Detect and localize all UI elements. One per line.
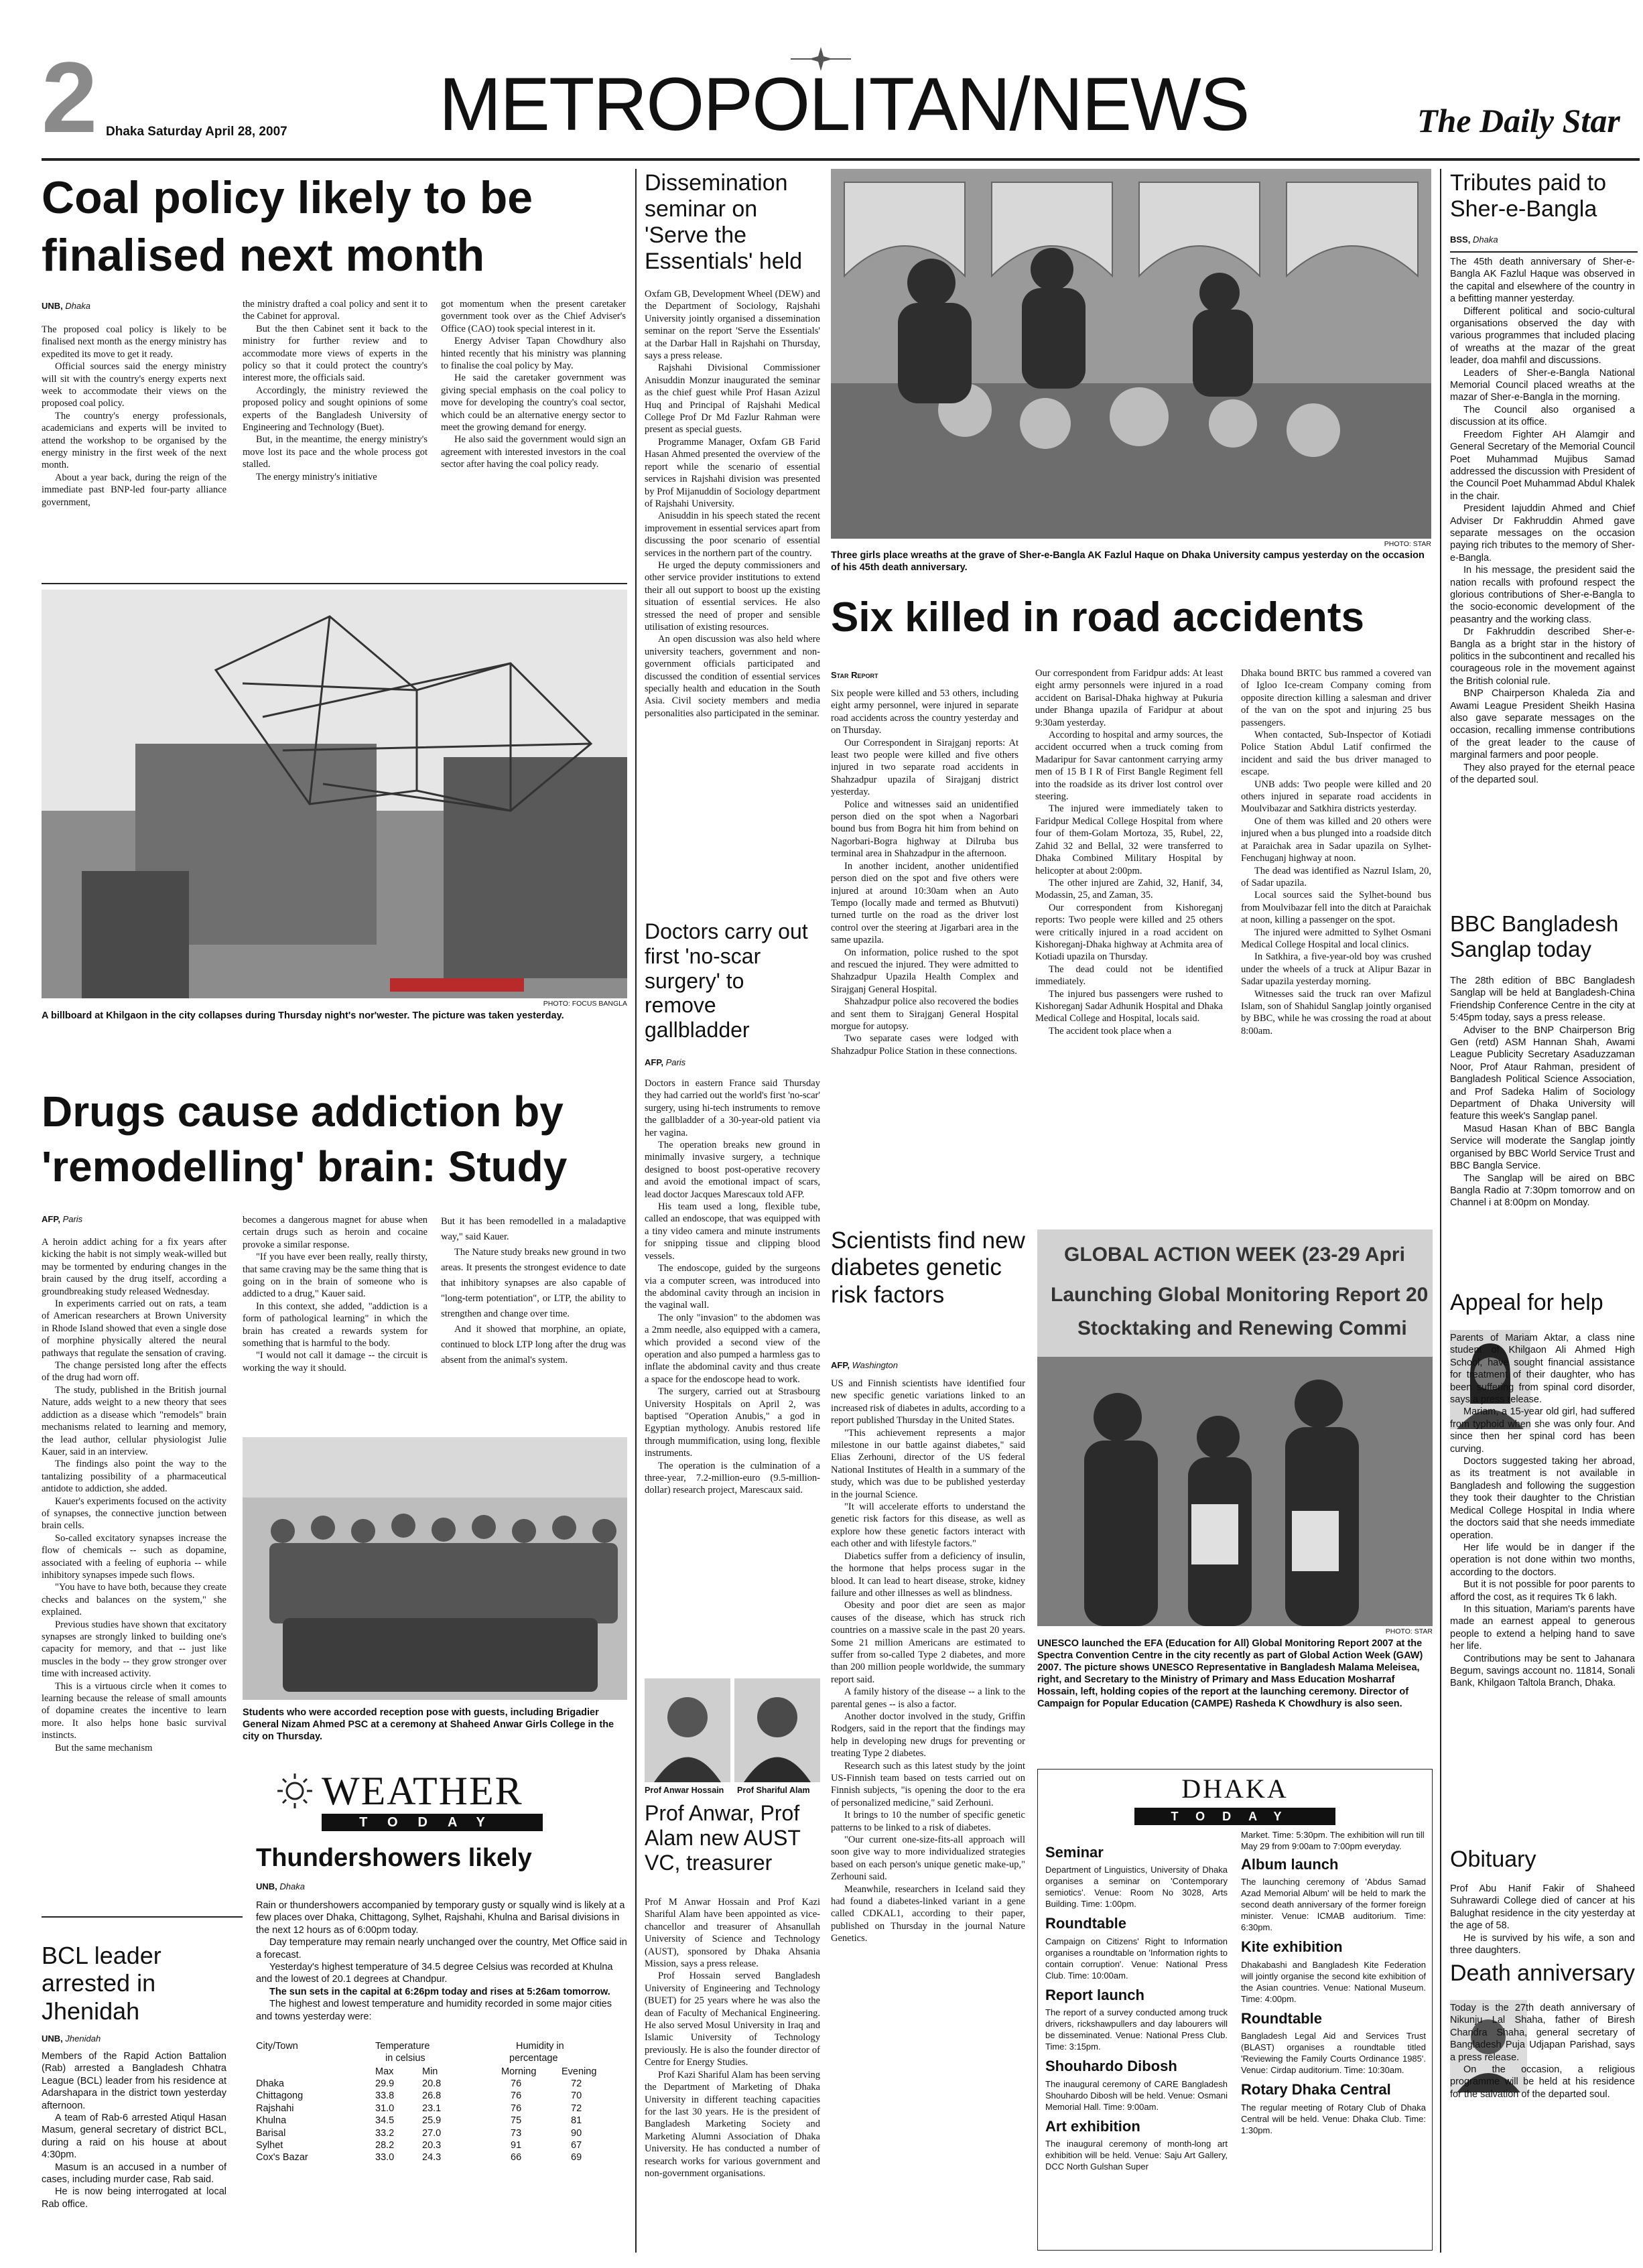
byline-place: Washington (852, 1360, 898, 1370)
obituary-headline: Obituary (1450, 1847, 1536, 1872)
paper-name-logo: The Daily Star (1417, 102, 1620, 139)
accidents-col3: Dhaka bound BRTC bus rammed a covered van of Igloo Ice-cream Company coming from opposite direction killing a salesman and driver of the van on the spot and injuring 25 bus passengers. When contacted, Sub-Inspector of Kotiadi Police Station Abdul Latif confirmed the incident and said the bus driver managed to escape. UNB adds: Two people were killed and 20 others injured in separate road accidents in Moulvibazar and Satkhira districts yesterday. One of them was killed and 20 others were injured when a bus plunged into a roadside ditch at Paraichak area in Sadar upazila on Sylhet-Fenchuganj highway at noon. The dead was identified as Nazrul Islam, 20, of Sadar upazila. Local sources said the Sylhet-bound bus from Moulvibazar fell into the ditch at Paraichak at noon, killing a passenger on the spot. The injured were admitted to Sylhet Osmani Medical College Hospital and local clinics. In Satkhira, a five-year-old boy was crushed under the wheels of a truck at Alipur Bazar in Sadar upazila yesterday morning. Witnesses said the truck ran over Mafizul Islam, son of Shahidul Sanglap jointly organised by BBC, while he was crossing the road at about 8:00am. (1241, 668, 1431, 1037)
weather-logo-word: WEATHER (322, 1769, 523, 1813)
evening-cell: 69 (571, 2152, 582, 2163)
listing-title: Seminar (1045, 1844, 1104, 1861)
students-caption: Students who were accorded reception pose with guests, including Brigadier General Nizam Ahmed PSC at a ceremony at Shaheed Anwar Girls College in the city on Thursday. (243, 1707, 614, 1742)
byline-place: Dhaka (279, 1881, 305, 1891)
page-number: 2 (42, 41, 98, 153)
section-title: METROPOLITAN/NEWS (439, 62, 1249, 146)
banner-line-2: Launching Global Monitoring Report 20 (1051, 1284, 1429, 1306)
col-temp-sub: in celsius (385, 2053, 425, 2064)
byline-agency: UNB, (42, 2033, 63, 2044)
listing-text: The report of a survey conducted among truck drivers, rickshawpullers and day labourers will be disseminated. Venue: National Press Club. Time: 3:15pm. (1045, 2007, 1228, 2052)
morning-cell: 75 (511, 2115, 522, 2127)
weather-table-row (256, 2090, 611, 2102)
listing-title: Report launch (1045, 1986, 1144, 2003)
banner-line-3: Stocktaking and Renewing Commi (1077, 1317, 1407, 1339)
portrait-shariful-alam (734, 1678, 820, 1782)
min-cell: 24.3 (422, 2152, 442, 2163)
evening-cell: 72 (571, 2103, 582, 2114)
masthead (0, 0, 1643, 161)
max-cell: 28.2 (375, 2139, 395, 2151)
byline-agency: UNB, (42, 301, 63, 311)
sunset-note: The sun sets in the capital at 6:26pm today and rises at 5:26am tomorrow. (269, 1986, 610, 1997)
aust-body: Prof M Anwar Hossain and Prof Kazi Shariful Alam have been appointed as vice-chancellor and treasurer of Ahsanullah University of Science and Technology (AUST), sponsored by Dhaka Ahsania Mission, says a press release. Prof Hossain served Bangladesh University of Engineering and Technology (BUET) for 25 years where he was also the dean of Faculty of Mechanical Engineering. He also served Mosul University in Iraq and Islamic University of Technology previously. He is also the founder director of Centre for Energy Studies. Prof Kazi Shariful Alam has been serving the Department of Marketing of Dhaka University in different teaching capacities for the last 30 years. He is the president of Bangladesh Marketing Society and Marketing Alumni Association of Dhaka University. He has conducted a number of research works for various government and non-government organisations. (645, 1897, 820, 2179)
col-hum-sub: percentage (509, 2053, 558, 2064)
city-cell: Cox's Bazar (256, 2152, 308, 2163)
min-cell: 20.3 (422, 2139, 442, 2151)
drugs-col2: becomes a dangerous magnet for abuse when certain drugs such as heroin and cocaine provoke a similar response. "If you have ever been really, really thirsty, that same craving may be the same thing that is going on in the brain of someone who is addicted to a drug," Kauer said. In this context, she added, "addiction is a form of pathological learning" in which the brain has created a rewards system for something that is harmful to the body. "I would not call it damage -- the circuit is working the way it should. (243, 1215, 428, 1374)
accidents-col2: Our correspondent from Faridpur adds: At least eight army personnels were injured in a road accident on Barisal-Dhaka highway at Pukuria under Bhanga upazila of Faridpur at about 9:30am yesterday. According to hospital and army sources, the accident occurred when a truck coming from Madaripur for Savar cantonment carrying army men of 15 B I R of First Bangle Regiment fell into the roadside as its driver lost control over steering. The injured were immediately taken to Faridpur Medical College Hospital from where four of them-Golam Mortoza, 35, Rubel, 22, Zahid 32 and Bellal, 32 were transferred to Dhaka Combined Military Hospital by helicopter at about 2:00pm. The other injured are Zahid, 32, Hanif, 34, Modassin, 25, and Zaman, 35. Our correspondent from Kishoreganj reports: Two people were killed and 25 others were critically injured in a road accident on Kishoreganj-Dhaka highway at Achmita area of Kotiadi upazila on Thursday. The dead could not be identified immediately. The injured bus passengers were rushed to Kishoreganj Sadar Adhunik Hospital and Dhaka Medical College and Hospital, locals said. The accident took place when a (1035, 668, 1223, 1037)
weather-table-row (256, 2078, 611, 2090)
coal-headline: Coal policy likely to be finalised next month (42, 172, 533, 281)
accidents-col1: Six people were killed and 53 others, including eight army personnel, were injured in separate road accidents across the country yesterday and on Thursday. Our Correspondent in Sirajganj reports: At least two people were killed and five others injured in two separate road accidents in Shahzadpur upazila of Sirajganj district yesterday. Police and witnesses said an unidentified person died on the spot when a Nagorbari bound bus from Bogra hit him from behind on Nagorbari-Bogra highway at Dilruba bus terminal area in Shahzadpur in the afternoon. In another incident, another unidentified person died on the spot and five others were injured at around 10:30am when an Auto Tempo (locally made and termed as Bhutvuti) turned turtle on the road as the driver lost control over the steering at Jigarbari area in the same upazila. On information, police rushed to the spot and rescued the injured. They were admitted to Shahzadpur Upazila Health Complex and Sirajganj General Hospital. Shahzadpur police also recovered the bodies and sent them to Sirajganj General Hospital morgue for autopsy. Two separate cases were lodged with Shahzadpur Police Station in these connections. (831, 688, 1018, 1057)
drugs-headline: Drugs cause addiction by 'remodelling' brain: Study (42, 1087, 568, 1191)
evening-cell: 72 (571, 2078, 582, 2089)
aust-headline: Prof Anwar, Prof Alam new AUST VC, treasurer (645, 1801, 801, 1875)
listing-title: Rotary Dhaka Central (1241, 2081, 1391, 2098)
diabetes-headline: Scientists find new diabetes genetic risk factors (831, 1227, 1025, 1308)
city-cell: Barisal (256, 2127, 286, 2139)
evening-cell: 90 (571, 2127, 582, 2139)
max-cell: 29.9 (375, 2078, 395, 2089)
coal-byline (42, 301, 90, 311)
tributes-byline (1450, 235, 1498, 245)
tributes-headline: Tributes paid to Sher-e-Bangla (1450, 170, 1607, 222)
drugs-col3: But it has been remodelled in a maladaptive way," said Kauer. The Nature study breaks new ground in two areas. It presents the strongest evidence to date that inhibitory synapses are also capable of "long-term potentiation", or LTP, the ability to strengthen and change over time. And it showed that morphine, an opiate, continued to block LTP long after the drug was absent from the animal's system. (441, 1216, 626, 1365)
byline-place: Dhaka (65, 301, 90, 311)
listing-title: Roundtable (1045, 1915, 1126, 1932)
byline-place: Dhaka (1472, 235, 1498, 245)
weather-table-row (256, 2115, 611, 2127)
byline-agency: UNB, (256, 1881, 277, 1891)
masthead-rule (42, 158, 1640, 161)
min-cell: 23.1 (422, 2103, 442, 2114)
death-anniv-lead: Today is the 27th death anniversary of Nikunju Lal Shaha, father of Biresh Chandra Shaha, general secretary of Bangladesh Puja Udjapan Parishad, says a press release. (1450, 2003, 1635, 2063)
city-cell: Chittagong (256, 2090, 304, 2102)
portrait-caption-left: Prof Anwar Hossain (645, 1786, 724, 1795)
city-cell: Sylhet (256, 2139, 283, 2151)
dhaka-logo-word: DHAKA (1181, 1774, 1289, 1804)
min-cell: 20.8 (422, 2078, 442, 2089)
unesco-photo (1037, 1229, 1433, 1626)
column-rule (635, 169, 637, 2253)
byline-agency: AFP, (645, 1057, 663, 1067)
min-cell: 27.0 (422, 2127, 442, 2139)
dateline: Dhaka Saturday April 28, 2007 (106, 125, 287, 139)
dhaka-col2-lead: Market. Time: 5:30pm. The exhibition will run till May 29 from 9:00am to 7:00pm everyday. (1241, 1830, 1425, 1851)
byline-agency: Star Report (831, 670, 878, 680)
evening-cell: 81 (571, 2115, 582, 2127)
weather-byline (256, 1881, 305, 1891)
billboard-photo (42, 590, 627, 998)
diabetes-body: US and Finnish scientists have identified four new specific genetic variations linked to an increased risk of diabetes in adults, according to a report published Thursday in the United States. "This achievement represents a major milestone in our battle against diabetes," said Elias Zerhouni, director of the US federal National Institutes of Health in a summary of the study, which was due to be published yesterday in the journal Science. "It will accelerate efforts to understand the genetic risk factors for this disease, as well as explore how these genetic factors interact with each other and with lifestyle factors." Diabetics suffer from a deficiency of insulin, the hormone that helps process sugar in the blood. It can lead to heart disease, stroke, kidney failure and other illnesses as well as blindness. Obesity and poor diet are seen as major causes of the disease, which has struck rich countries on a massive scale in the past 20 years. Some 21 million Americans are estimated to suffer from so-called Type 2 diabetes, and more than 200 million people worldwide, the summary report said. A family history of the disease -- a link to the parental genes -- is also a factor. Another doctor involved in the study, Griffin Rodgers, said in the report that the findings may help in developing new drugs for preventing or treating Type 2 diabetes. Research such as this latest study by the joint US-Finnish team based on tests carried out on Finnish subjects, "is opening the door to the era of personalized medicine," said Zerhouni. It brings to 10 the number of specific genetic patterns to be linked to a risk of diabetes. "Our current one-size-fits-all approach will soon give way to more individualized strategies based on each person's unique genetic make-up," Zerhouni said. Meanwhile, researchers in Iceland said they had found a diabetes-linked variant in a gene called CDKAL1, according to their paper, published on Thursday in the journal Nature Genetics. (831, 1378, 1025, 1944)
diabetes-byline (831, 1360, 898, 1370)
listing-title: Shouhardo Dibosh (1045, 2058, 1177, 2075)
max-cell: 33.8 (375, 2090, 395, 2102)
listing-title: Kite exhibition (1241, 1938, 1343, 1956)
morning-cell: 76 (511, 2078, 522, 2089)
bcl-byline (42, 2033, 101, 2044)
coal-col3: got momentum when the present caretaker government took over as the Chief Adviser's Office (CAO) took special interest in it. Energy Adviser Tapan Chowdhury also hinted recently that his ministry was planning to finalise the coal policy by May. He said the caretaker government was giving special emphasis on the coal policy to move for developing the country's coal sector, which could be an alternative energy sector to meet the growing demand for energy. He also said the government would sign an agreement with interested investors in the coal sector after having the coal policy ready. (441, 299, 626, 470)
tributes-rule (1450, 251, 1638, 253)
byline-agency: AFP, (831, 1360, 850, 1370)
weather-logo-sub: TODAY (322, 1814, 543, 1831)
dhaka-logo-sub: TODAY (1134, 1808, 1335, 1825)
surgery-headline: Doctors carry out first 'no-scar surgery' to remove gallbladder (645, 919, 808, 1043)
evening-cell: 70 (571, 2090, 582, 2102)
byline-place: Paris (62, 1214, 83, 1224)
city-cell: Khulna (256, 2115, 287, 2127)
bbc-headline: BBC Bangladesh Sanglap today (1450, 911, 1619, 961)
death-anniv-headline: Death anniversary (1450, 1960, 1635, 1986)
appeal-headline: Appeal for help (1450, 1290, 1603, 1315)
listing-text: The inaugural ceremony of month-long art exhibition will be held. Venue: Saju Art Gallery, DCC North Gulshan Super (1045, 2138, 1228, 2172)
listing-title: Roundtable (1241, 2009, 1322, 2027)
listing-text: The inaugural ceremony of CARE Bangladesh Shouhardo Dibosh will be held. Venue: Osmani Memorial Hall. Time: 9:00am. (1045, 2078, 1228, 2112)
weather-body: Rain or thundershowers accompanied by temporary gusty or squally wind is likely at a few places over Dhaka, Chittagong, Sylhet, Rajshahi, Khulna and Barisal divisions in the next 12 hours as of 6:00pm today. Day temperature may remain nearly unchanged over the country, Met Office said in a forecast. Yesterday's highest temperature of 34.5 degree Celsius was recorded at Khulna and the lowest of 20.1 degrees at Chandpur. The sun sets in the capital at 6:26pm today and rises at 5:26am tomorrow. The highest and lowest temperature and humidity recorded in some major cities and towns yesterday were: (256, 1900, 627, 2022)
city-cell: Rajshahi (256, 2103, 294, 2114)
max-cell: 34.5 (375, 2115, 395, 2127)
wreath-credit: PHOTO: STAR (1384, 540, 1431, 548)
column-rule (1440, 169, 1441, 2253)
listing-text: The regular meeting of Rotary Club of Dhaka Central will be held. Venue: Dhaka Club. Time: 1:30pm. (1241, 2102, 1426, 2135)
dhaka-today-logo (1037, 1776, 1433, 1829)
bcl-headline: BCL leader arrested in Jhenidah (42, 1942, 161, 2025)
bcl-body: Members of the Rapid Action Battalion (Rab) arrested a Bangladesh Chhatra League (BCL) leader from his residence at Adarshapara in the district town yesterday afternoon. A team of Rab-6 arrested Atiqul Hasan Masum, general secretary of district BCL, during a raid on his house at about 4:30pm. Masum is an accused in a number of cases, including murder case, Rab said. He is now being interrogated at local Rab office. (42, 2051, 226, 2210)
obituary-body: Prof Abu Hanif Fakir of Shaheed Suhrawardi College died of cancer at his Balughat residence in the city yesterday at the age of 58. He is survived by his wife, a son and three daughters. (1450, 1883, 1635, 1956)
listing-title: Art exhibition (1045, 2117, 1140, 2135)
listing-text: Campaign on Citizens' Right to Information organises a roundtable on 'Information rights to contain corruption'. Venue: National Press Club. Time: 10:00am. (1045, 1936, 1228, 1981)
wreath-photo (831, 169, 1431, 539)
surgery-byline (645, 1057, 685, 1067)
listing-title: Album launch (1241, 1856, 1339, 1873)
drugs-byline (42, 1214, 82, 1224)
portrait-caption-right: Prof Shariful Alam (737, 1786, 810, 1795)
morning-cell: 66 (511, 2152, 522, 2163)
wreath-caption: Three girls place wreaths at the grave of Sher-e-Bangla AK Fazlul Haque on Dhaka University campus yesterday on the occasion of his 45th death anniversary. (831, 550, 1425, 573)
section-rule (42, 583, 627, 584)
weather-table-row (256, 2103, 611, 2115)
banner-line-1: GLOBAL ACTION WEEK (23-29 Apri (1064, 1244, 1405, 1266)
max-cell: 31.0 (375, 2103, 395, 2114)
min-cell: 25.9 (422, 2115, 442, 2127)
weather-table (256, 2040, 611, 2164)
coal-col1: The proposed coal policy is likely to be finalised next month as the energy ministry has expedited its move to get it ready. Official sources said the energy ministry will sit with the country's energy experts next week to accommodate their views on the proposed coal policy. The country's energy professionals, academicians and experts will be invited to attend the workshop to be organised by the energy ministry in the first week of the next month. About a year back, during the reign of the immediate past BNP-led four-party alliance government, (42, 324, 226, 508)
listing-text: Dhakabashi and Bangladesh Kite Federation will jointly organise the second kite exhibition of the Asian countries. Venue: National Museum. Time: 4:00pm. (1241, 1959, 1426, 2004)
weather-table-row (256, 2127, 611, 2139)
byline-place: Paris (665, 1057, 686, 1067)
col-morning: Morning (501, 2066, 537, 2077)
drugs-col1: A heroin addict aching for a fix years after kicking the habit is not simply weak-willed but may be tormented by enduring changes in the brain caused by the drug itself, according a groundbreaking study released Wednesday. In experiments carried out on rats, a team of American researchers at Brown University in Rhode Island showed that even a single dose of morphine physically altered the neural pathways that regulate the sensation of craving. The change persisted long after the effects of the drug had worn off. The study, published in the British journal Nature, adds weight to a new theory that sees addiction as a disease which "remodels" brain mechanisms related to learning and memory, the lead author, cellular physiologist Julie Kauer, said in an interview. The findings also point the way to the tantalizing possibility of a pharmaceutical antidote to addiction, she added. Kauer's experiments focused on the activity of synapses, the connective junction between brain cells. So-called excitatory synapses increase the flow of chemicals -- such as dopamine, associated with a feeling of euphoria -- while inhibitory synapses impede such flows. "You have to have both, because they create checks and balances on the system," she explained. Previous studies have shown that excitatory synapses are strongly linked to building one's capacity for memory, and that -- just like muscles in the body -- they grow stronger over time with increased activity. This is a virtuous circle when it comes to learning because the release of small amounts of dopamine creates the incentive to learn more. It also helps hone basic survival instincts. But the same mechanism (42, 1237, 226, 1753)
weather-table-row (256, 2151, 611, 2163)
accidents-headline: Six killed in road accidents (831, 594, 1364, 641)
morning-cell: 76 (511, 2090, 522, 2102)
dhaka-today-col1 (1045, 1841, 1228, 2178)
listing-text: The launching ceremony of 'Abdus Samad Azad Memorial Album' will be held to mark the second death anniversary of the former foreign minister. Venue: ICMAB auditorium. Time: 6:30pm. (1241, 1877, 1426, 1933)
dhaka-today-col2 (1241, 1829, 1426, 2141)
appeal-body: Parents of Mariam Aktar, a class nine student of Khilgaon Ali Ahmed High School, have sought financial assistance for treatment of their daughter, who has been suffering from spinal cord disorder, says a press release. Mariam, a 15-year old girl, had suffered from typhoid when she was only four. And since then her spinal cord has been curving. Doctors suggested taking her abroad, as its treatment is not available in Bangladesh and following the suggestion they took their daughter to the Christian Medical College Hospital in India where the doctors said that she needs immediate operation. Her life would be in danger if the operation is not done within two months, according to the doctors. But it is not possible for poor parents to afford the cost, as it requires Tk 6 lakh. In this situation, Mariam's parents have made an earnest appeal to generous people to extend a helping hand to save her life. Contributions may be sent to Jahanara Begum, savings account no. 11814, Sonali Bank, Khilgaon Taltola Branch, Dhaka. (1450, 1333, 1635, 1689)
weather-table-row (256, 2139, 611, 2151)
billboard-caption: A billboard at Khilgaon in the city collapses during Thursday night's nor'wester. The picture was taken yesterday. (42, 1010, 564, 1021)
evening-cell: 67 (571, 2139, 582, 2151)
morning-cell: 73 (511, 2127, 522, 2139)
section-rule (42, 1916, 243, 1918)
col-evening: Evening (562, 2066, 597, 2077)
min-cell: 26.8 (422, 2090, 442, 2102)
listing-text: Bangladesh Legal Aid and Services Trust (BLAST) organises a roundtable titled 'Reviewing the Family Courts Ordinance 1985'. Venue: Cirdap auditorium. Time: 10:30am. (1241, 2031, 1426, 2076)
unesco-caption: UNESCO launched the EFA (Education for All) Global Monitoring Report 2007 at the Spectra Convention Centre in the city recently as part of Global Action Week (GAW) 2007. The picture shows UNESCO Representative in Bangladesh Malama Meleisea, right, and Secretary to the Ministry of Primary and Mass Education Mosharraf Hossain, left, holding copies of the report at the launching ceremony. Director of Campaign for Popular Education (CAMPE) Rasheda K Chowdhury is also seen. (1037, 1638, 1423, 1709)
portrait-anwar-hossain (645, 1678, 730, 1782)
accidents-byline (831, 670, 878, 680)
weather-headline: Thundershowers likely (256, 1844, 532, 1872)
death-anniv-body: Today is the 27th death anniversary of Nikunju Lal Shaha, father of Biresh Chandra Shaha, general secretary of Bangladesh Puja Udjapan Parishad, says a press release. On the occasion, a religious programme will be held at his residence for the salvation of the departed soul. (1450, 2003, 1635, 2100)
unesco-credit: PHOTO: STAR (1385, 1627, 1433, 1636)
seminar-body: Oxfam GB, Development Wheel (DEW) and the Department of Sociology, Rajshahi University jointly organised a dissemination seminar on the report 'Serve the Essentials' at the Darbar Hall in Rajshahi on Thursday, says a press release. Rajshahi Divisional Commissioner Anisuddin Monzur inaugurated the seminar as the chief guest while Prof Hasan Azizul Huq and Principal of Rajshahi Medical College Prof Dr Md Fazlur Rahman were present as special guests. Programme Manager, Oxfam GB Farid Hasan Ahmed presented the overview of the report while the scenario of essential services in Rajshahi division was presented by Prof Mijanuddin of Sociology department of Rajshahi University. Anisuddin in his speech stated the recent improvement in essential services apart from discussing the poor scenario of essential services in the northern part of the country. He urged the deputy commissioners and other service provider institutions to extend their all out support to boost up the existing situation of essential services. He also stressed the need of proper and sensible utilisation of existing resources. An open discussion was also held where university teachers, government and non-government officials participated and discussed the condition of essential services specially health and education in the South Asia. Civil society members and media personalities also participated in the seminar. (645, 289, 820, 719)
col-min: Min (422, 2066, 438, 2077)
max-cell: 33.0 (375, 2152, 395, 2163)
coal-col2: the ministry drafted a coal policy and sent it to the Cabinet for approval. But the then Cabinet sent it back to the ministry for further review and to accommodate more views of experts in the policy so that it could protect the country's interest more, the officials said. Accordingly, the ministry reviewed the proposed policy and sought opinions of some experts of the Bangladesh University of Engineering and Technology (Buet). But, in the meantime, the energy ministry's move lost its pace and the whole process got stalled. The energy ministry's initiative (243, 299, 428, 482)
surgery-body: Doctors in eastern France said Thursday they had carried out the world's first 'no-scar' surgery, using hi-tech instruments to remove the gallbladder of a 30-year-old patient via her vagina. The operation breaks new ground in minimally invasive surgery, a technique designed to boost post-operative recovery and avoid the emotional impact of scars, lead doctor Jacques Marescaux told AFP. His team used a long, flexible tube, called an endoscope, that was equipped with a tiny video camera and minute instruments for snipping tissue and clipping blood vessels. The endoscope, guided by the surgeons via a computer screen, was introduced into the abdominal cavity through an incision in the vaginal wall. The only "invasion" to the abdomen was a 2mm needle, also equipped with a camera, which provided a second view of the operation and also pumped a harmless gas to inflate the abdominal cavity and thus create a space for the endoscope head to work. The surgery, carried out at Strasbourg University Hospitals on April 2, was baptised "Operation Anubis," a god in Egyptian mythology. Anubis restored life through mummification, using long, flexible instruments. The operation is the culmination of a three-year, 7.2-million-euro (9.5-million-dollar) research project, Marescaux said. (645, 1078, 820, 1496)
col-hum: Humidity in (516, 2041, 564, 2052)
morning-cell: 76 (511, 2103, 522, 2114)
weather-logo (255, 1771, 590, 1835)
col-max: Max (375, 2066, 394, 2077)
col-city: City/Town (256, 2041, 298, 2052)
tributes-body: The 45th death anniversary of Sher-e-Bangla AK Fazlul Haque was observed in the capital and elsewhere of the country in a befitting manner yesterday. Different political and socio-cultural organisations observed the day with various programmes that included placing of wreaths at the mazar of the great leader, doa mahfil and discussions. Leaders of Sher-e-Bangla National Memorial Council placed wreaths at the mazar of Sher-e-Bangla in the morning. The Council also organised a discussion at its office. Freedom Fighter AH Alamgir and General Secretary of the Memorial Council Poet Muhammad Mujibus Samad addressed the discussion with President of the Council Poet Muhammad Abdul Khalek in the chair. President Iajuddin Ahmed and Chief Adviser Dr Fakhruddin Ahmed gave separate messages on the occasion paying rich tributes to the memory of Sher-e-Bangla. In his message, the president said the nation recalls with profound respect the glorious contributions of Sher-e-Bangla to the socio-economic development of the peasantry and the working class. Dr Fakhruddin described Sher-e-Bangla as a bright star in the history of politics in the subcontinent and recalled his courageous role in the movement against the British colonial rule. BNP Chairperson Khaleda Zia and Awami League President Sheikh Hasina also gave separate messages on the occasion, recalling immense contributions of the great leader to the cause of marginal farmers and poor people. They also prayed for the eternal peace of the departed soul. (1450, 257, 1635, 786)
morning-cell: 91 (511, 2139, 522, 2151)
students-photo (243, 1437, 627, 1700)
seminar-headline: Dissemination seminar on 'Serve the Essentials' held (645, 170, 803, 275)
listing-text: Department of Linguistics, University of Dhaka organises a seminar on 'Contemporary semiotics'. Venue: Room No 3028, Arts Building. Time: 1:00pm. (1045, 1865, 1228, 1910)
billboard-credit: PHOTO: FOCUS BANGLA (543, 1000, 627, 1008)
bbc-body: The 28th edition of BBC Bangladesh Sanglap will be held at Bangladesh-China Friendship Conference Centre in the city at 5:45pm today, says a press release. Adviser to the BNP Chairperson Brig Gen (retd) ASM Hannan Shah, Awami League Publicity Secretary Asaduzzaman Noor, Prof Ataur Rahman, president of Bangladesh Political Science Association, and Prof Sadeka Halim of Sociology Department of Dhaka University will feature this week's Sanglap panel. Masud Hasan Khan of BBC Bangla Service will moderate the Sanglap jointly organised by BBC World Service Trust and BBC Bangla Service. The Sanglap will be aired on BBC Bangla Radio at 7:30pm tomorrow and on Channel i at 8:00pm on Monday. (1450, 976, 1635, 1209)
col-temp: Temperature (375, 2041, 430, 2052)
appeal-lead: Parents of Mariam Aktar, a class nine student of Khilgaon Ali Ahmed High School, have sought financial assistance for treatment of their daughter, who has been suffering from spinal cord disorder, says a press release. (1450, 1333, 1635, 1406)
byline-place: Jhenidah (65, 2033, 101, 2044)
max-cell: 33.2 (375, 2127, 395, 2139)
city-cell: Dhaka (256, 2078, 284, 2089)
byline-agency: AFP, (42, 1214, 60, 1224)
weather-sun-icon (275, 1771, 315, 1811)
byline-agency: BSS, (1450, 235, 1471, 245)
